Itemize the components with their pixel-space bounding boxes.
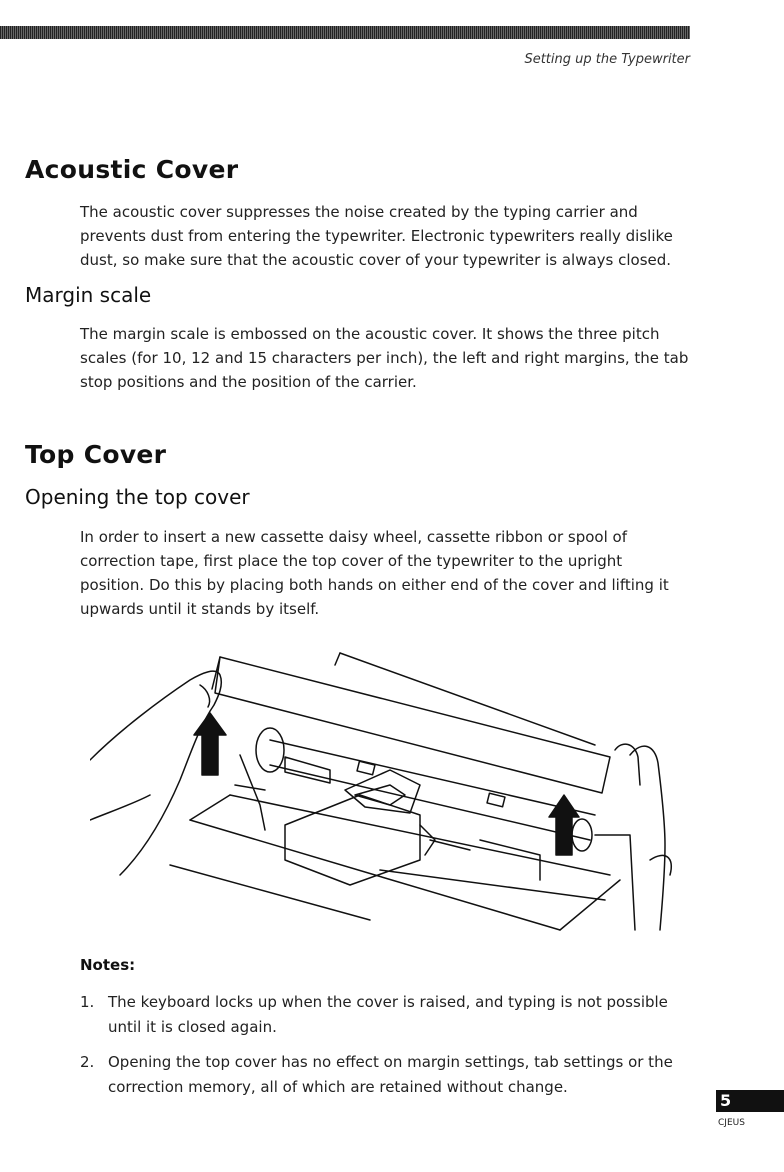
margin-scale-paragraph: The margin scale is embossed on the acoustic cover. It shows the three pitch scales (for 10, 12 and 15 characters per inch), the left and right margins, the tab stop positions and the position of the carrier.: [80, 325, 689, 391]
notes-title: Notes:: [80, 956, 136, 974]
acoustic-cover-paragraph: The acoustic cover suppresses the noise created by the typing carrier and prevents dust from entering the typewriter. Electronic typewriters really dislike dust, so make sure that the acoustic cover of your typewriter is always closed.: [80, 203, 673, 269]
subsection-title-margin-scale: Margin scale: [25, 283, 152, 307]
note-item: [80, 1050, 690, 1100]
typewriter-illustration: [90, 645, 675, 945]
note-item: [80, 990, 690, 1040]
document-code: CJEUS: [718, 1118, 745, 1128]
note-text: Opening the top cover has no effect on margin settings, tab settings or the correction memory, all of which are retained without change.: [108, 1053, 673, 1096]
page-number: 5: [716, 1090, 784, 1112]
subsection-title-opening-top-cover: Opening the top cover: [25, 485, 250, 509]
header-rule: [0, 26, 690, 39]
running-head: Setting up the Typewriter: [524, 52, 690, 67]
note-number: 2.: [80, 1053, 95, 1071]
note-text: The keyboard locks up when the cover is raised, and typing is not possible until it is closed again.: [108, 993, 668, 1036]
section-title-acoustic-cover: Acoustic Cover: [25, 155, 239, 184]
section-title-top-cover: Top Cover: [25, 440, 167, 469]
note-number: 1.: [80, 993, 95, 1011]
opening-top-cover-paragraph: In order to insert a new cassette daisy wheel, cassette ribbon or spool of correction tape, first place the top cover of the typewriter to the upright position. Do this by placing both hands on either end of the cover and lifting it upwards until it stands by itself.: [80, 528, 669, 618]
